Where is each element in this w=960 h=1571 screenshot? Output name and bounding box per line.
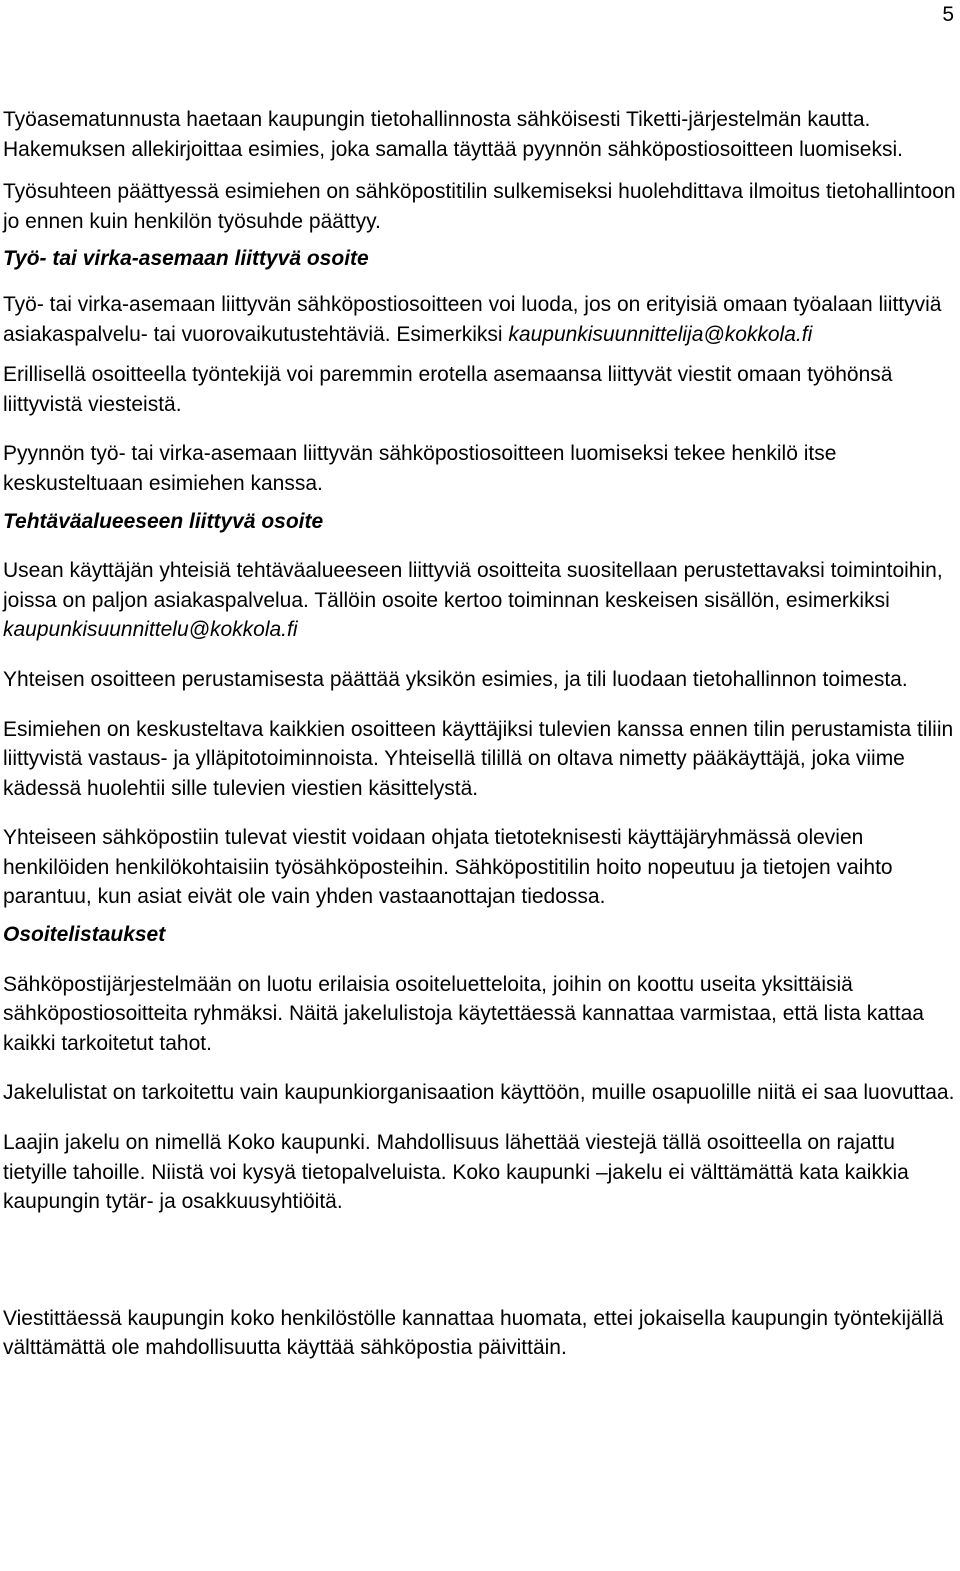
document-body: [3, 105, 958, 1363]
paragraph-staff-messaging: Viestittäessä kaupungin koko henkilöstölle kannattaa huomata, ettei jokaisella kaupungin työntekijällä välttämättä ole mahdollisuutta käyttää sähköpostia päivittäin.: [3, 1306, 944, 1360]
paragraph-task-area-address: [3, 556, 958, 645]
page-number: 5: [942, 3, 954, 26]
paragraph-text: Usean käyttäjän yhteisiä tehtäväalueeseen liittyviä osoitteita suositellaan perustettavaksi toimintoihin, joissa on paljon asiakaspalvelua. Tällöin osoite kertoo toiminnan keskeisen sisällön, esimerkiksi: [3, 559, 943, 612]
heading-address-lists: Osoitelistaukset: [3, 923, 166, 947]
paragraph-shared-mail-routing: Yhteiseen sähköpostiin tulevat viestit voidaan ohjata tietoteknisesti käyttäjäryhmässä olevien henkilöiden henkilökohtaisiin työsähköposteihin. Sähköpostitilin hoito nopeutuu ja tietojen vaihto parantuu, kun asiat eivät ole vain yhden vastaanottajan tiedossa.: [3, 826, 893, 909]
paragraph-lists-internal: Jakelulistat on tarkoitettu vain kaupunkiorganisaation käyttöön, muille osapuolille niitä ei saa luovuttaa.: [3, 1081, 955, 1105]
paragraph-shared-address: Yhteisen osoitteen perustamisesta päättää yksikön esimies, ja tili luodaan tietohallinnon toimesta.: [3, 667, 908, 691]
paragraph-separate-address: Erillisellä osoitteella työntekijä voi paremmin erotella asemaansa liittyvät viestit omaan työhönsä liittyvistä viesteistä.: [3, 363, 893, 416]
paragraph-workstation-id: Työasematunnusta haetaan kaupungin tietohallinnosta sähköisesti Tiketti-järjestelmän kautta. Hakemuksen allekirjoittaa esimies, joka samalla täyttää pyynnön sähköpostiosoitteen luomiseksi.: [3, 108, 903, 161]
paragraph-distribution-lists: Sähköpostijärjestelmään on luotu erilaisia osoiteluetteloita, joihin on koottu useita yksittäisiä sähköpostiosoitteita ryhmäksi. Näitä jakelulistoja käytettäessä kannattaa varmistaa, että lista kattaa kaikki tarkoitetut tahot.: [3, 972, 924, 1055]
paragraph-whole-city-list: Laajin jakelu on nimellä Koko kaupunki. Mahdollisuus lähettää viestejä tällä osoitteella on rajattu tietyille tahoille. Niistä voi kysyä tietopalveluista. Koko kaupunki –jakelu ei välttämättä kata kaikkia kaupungin tytär- ja osakkuusyhtiöitä.: [3, 1131, 909, 1214]
example-email-link: kaupunkisuunnittelu@kokkola.fi: [3, 618, 298, 642]
paragraph-employment-end: Työsuhteen päättyessä esimiehen on sähköpostitilin sulkemiseksi huolehdittava ilmoitus tietohallintoon jo ennen kuin henkilön työsuhde päättyy.: [3, 180, 956, 233]
heading-task-area-address: Tehtäväalueeseen liittyvä osoite: [3, 509, 324, 533]
paragraph-text: Työ- tai virka-asemaan liittyvän sähköpostiosoitteen voi luoda, jos on erityisiä omaan työalaan liittyviä asiakaspalvelu- tai vuorovaikutustehtäviä. Esimerkiksi: [3, 292, 942, 346]
paragraph-request-address: Pyynnön työ- tai virka-asemaan liittyvän sähköpostiosoitteen luomiseksi tekee henkilö itse keskusteltuaan esimiehen kanssa.: [3, 442, 837, 495]
paragraph-supervisor-discussion: Esimiehen on keskusteltava kaikkien osoitteen käyttäjiksi tulevien kanssa ennen tilin perustamista tiliin liittyvistä vastaus- ja ylläpitotoiminnoista. Yhteisellä tilillä on oltava nimetty pääkäyttäjä, joka viime kädessä huolehtii sille tulevien viestien käsittelystä.: [3, 717, 954, 800]
heading-position-address: Työ- tai virka-asemaan liittyvä osoite: [3, 247, 369, 271]
example-email-link: kaupunkisuunnittelija@kokkola.fi: [508, 322, 813, 346]
paragraph-position-address: [3, 290, 958, 349]
